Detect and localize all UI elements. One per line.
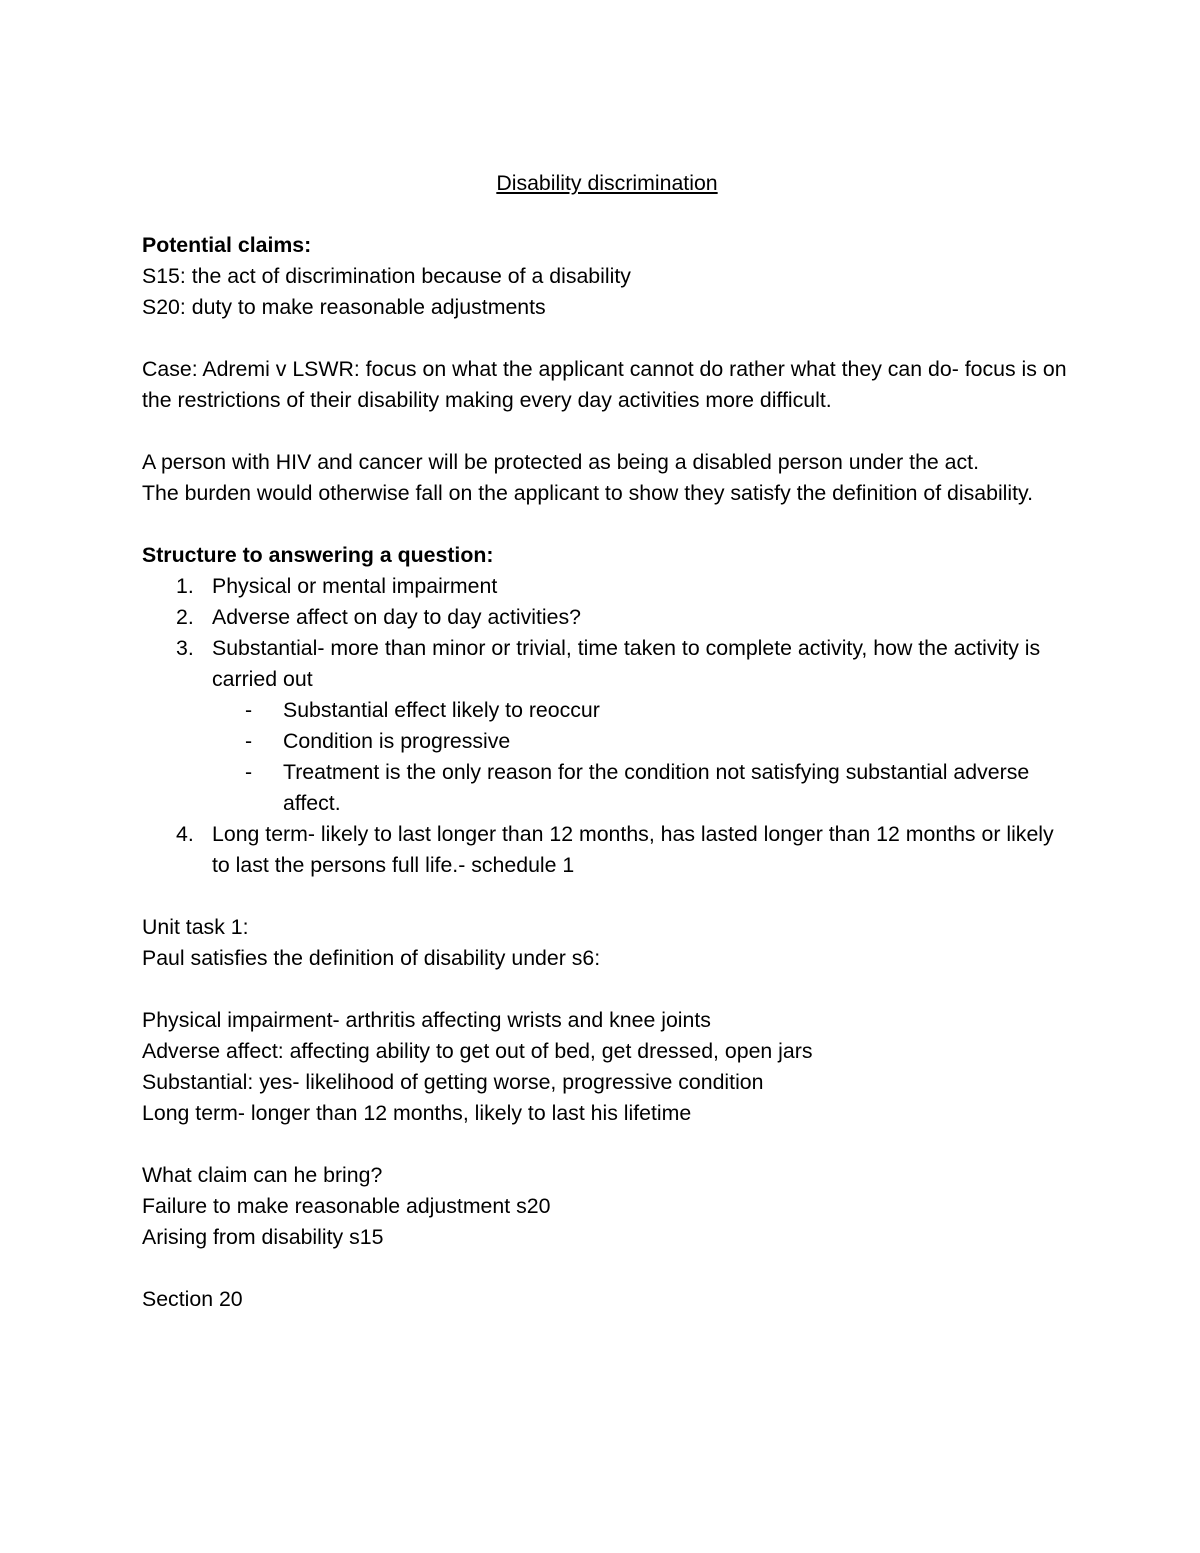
spacer [142,1129,1072,1160]
sub-list-item-text: Substantial effect likely to reoccur [283,698,600,722]
unit-task-line: Physical impairment- arthritis affecting wrists and knee joints [142,1008,711,1032]
dash-marker: - [245,729,253,753]
claim-line-s15: S15: the act of discrimination because of a disability [142,264,631,288]
document-title: Disability discrimination [496,171,718,195]
case-paragraph: Case: Adremi v LSWR: focus on what the applicant cannot do rather what they can do- focus is on the restrictions of their disability making every day activities more difficult. [142,357,1067,412]
list-item-text: Substantial- more than minor or trivial, time taken to complete activity, how the activity is carried out [212,636,1041,691]
list-item [142,602,1072,633]
list-number: 1. [176,574,194,598]
list-item [142,633,1072,819]
claims-line: Failure to make reasonable adjustment s20 [142,1194,551,1218]
claims-question: What claim can he bring? [142,1163,383,1187]
sub-list-item-text: Treatment is the only reason for the condition not satisfying substantial adverse affect. [283,760,1030,815]
list-item-text: Long term- likely to last longer than 12 months, has lasted longer than 12 months or likely to last the persons full life.- schedule 1 [212,822,1054,877]
spacer [142,416,1072,447]
claim-line-s20: S20: duty to make reasonable adjustments [142,295,546,319]
sub-list-item-text: Condition is progressive [283,729,511,753]
unit-task-line: Adverse affect: affecting ability to get out of bed, get dressed, open jars [142,1039,813,1063]
structure-list [142,571,1072,881]
burden-paragraph: The burden would otherwise fall on the applicant to show they satisfy the definition of disability. [142,481,1034,505]
list-item [142,571,1072,602]
list-number: 3. [176,636,194,660]
list-number: 4. [176,822,194,846]
list-item [142,819,1072,881]
document-page [142,168,1072,1315]
spacer [142,323,1072,354]
unit-task-line: Substantial: yes- likelihood of getting worse, progressive condition [142,1070,764,1094]
spacer [142,1253,1072,1284]
spacer [142,881,1072,912]
structure-heading: Structure to answering a question: [142,543,494,567]
spacer [142,974,1072,1005]
unit-task-line: Long term- longer than 12 months, likely to last his lifetime [142,1101,692,1125]
unit-task-heading: Unit task 1: [142,915,249,939]
spacer [142,199,1072,230]
claims-line: Arising from disability s15 [142,1225,384,1249]
dash-marker: - [245,698,253,722]
sub-list [212,695,1072,819]
sub-list-item [212,726,1072,757]
section-heading: Section 20 [142,1287,243,1311]
dash-marker: - [245,760,253,784]
unit-task-intro: Paul satisfies the definition of disability under s6: [142,946,601,970]
list-number: 2. [176,605,194,629]
hiv-paragraph: A person with HIV and cancer will be protected as being a disabled person under the act. [142,450,980,474]
sub-list-item [212,757,1072,819]
spacer [142,509,1072,540]
list-item-text: Physical or mental impairment [212,574,498,598]
list-item-text: Adverse affect on day to day activities? [212,605,581,629]
potential-claims-heading: Potential claims: [142,233,312,257]
sub-list-item [212,695,1072,726]
